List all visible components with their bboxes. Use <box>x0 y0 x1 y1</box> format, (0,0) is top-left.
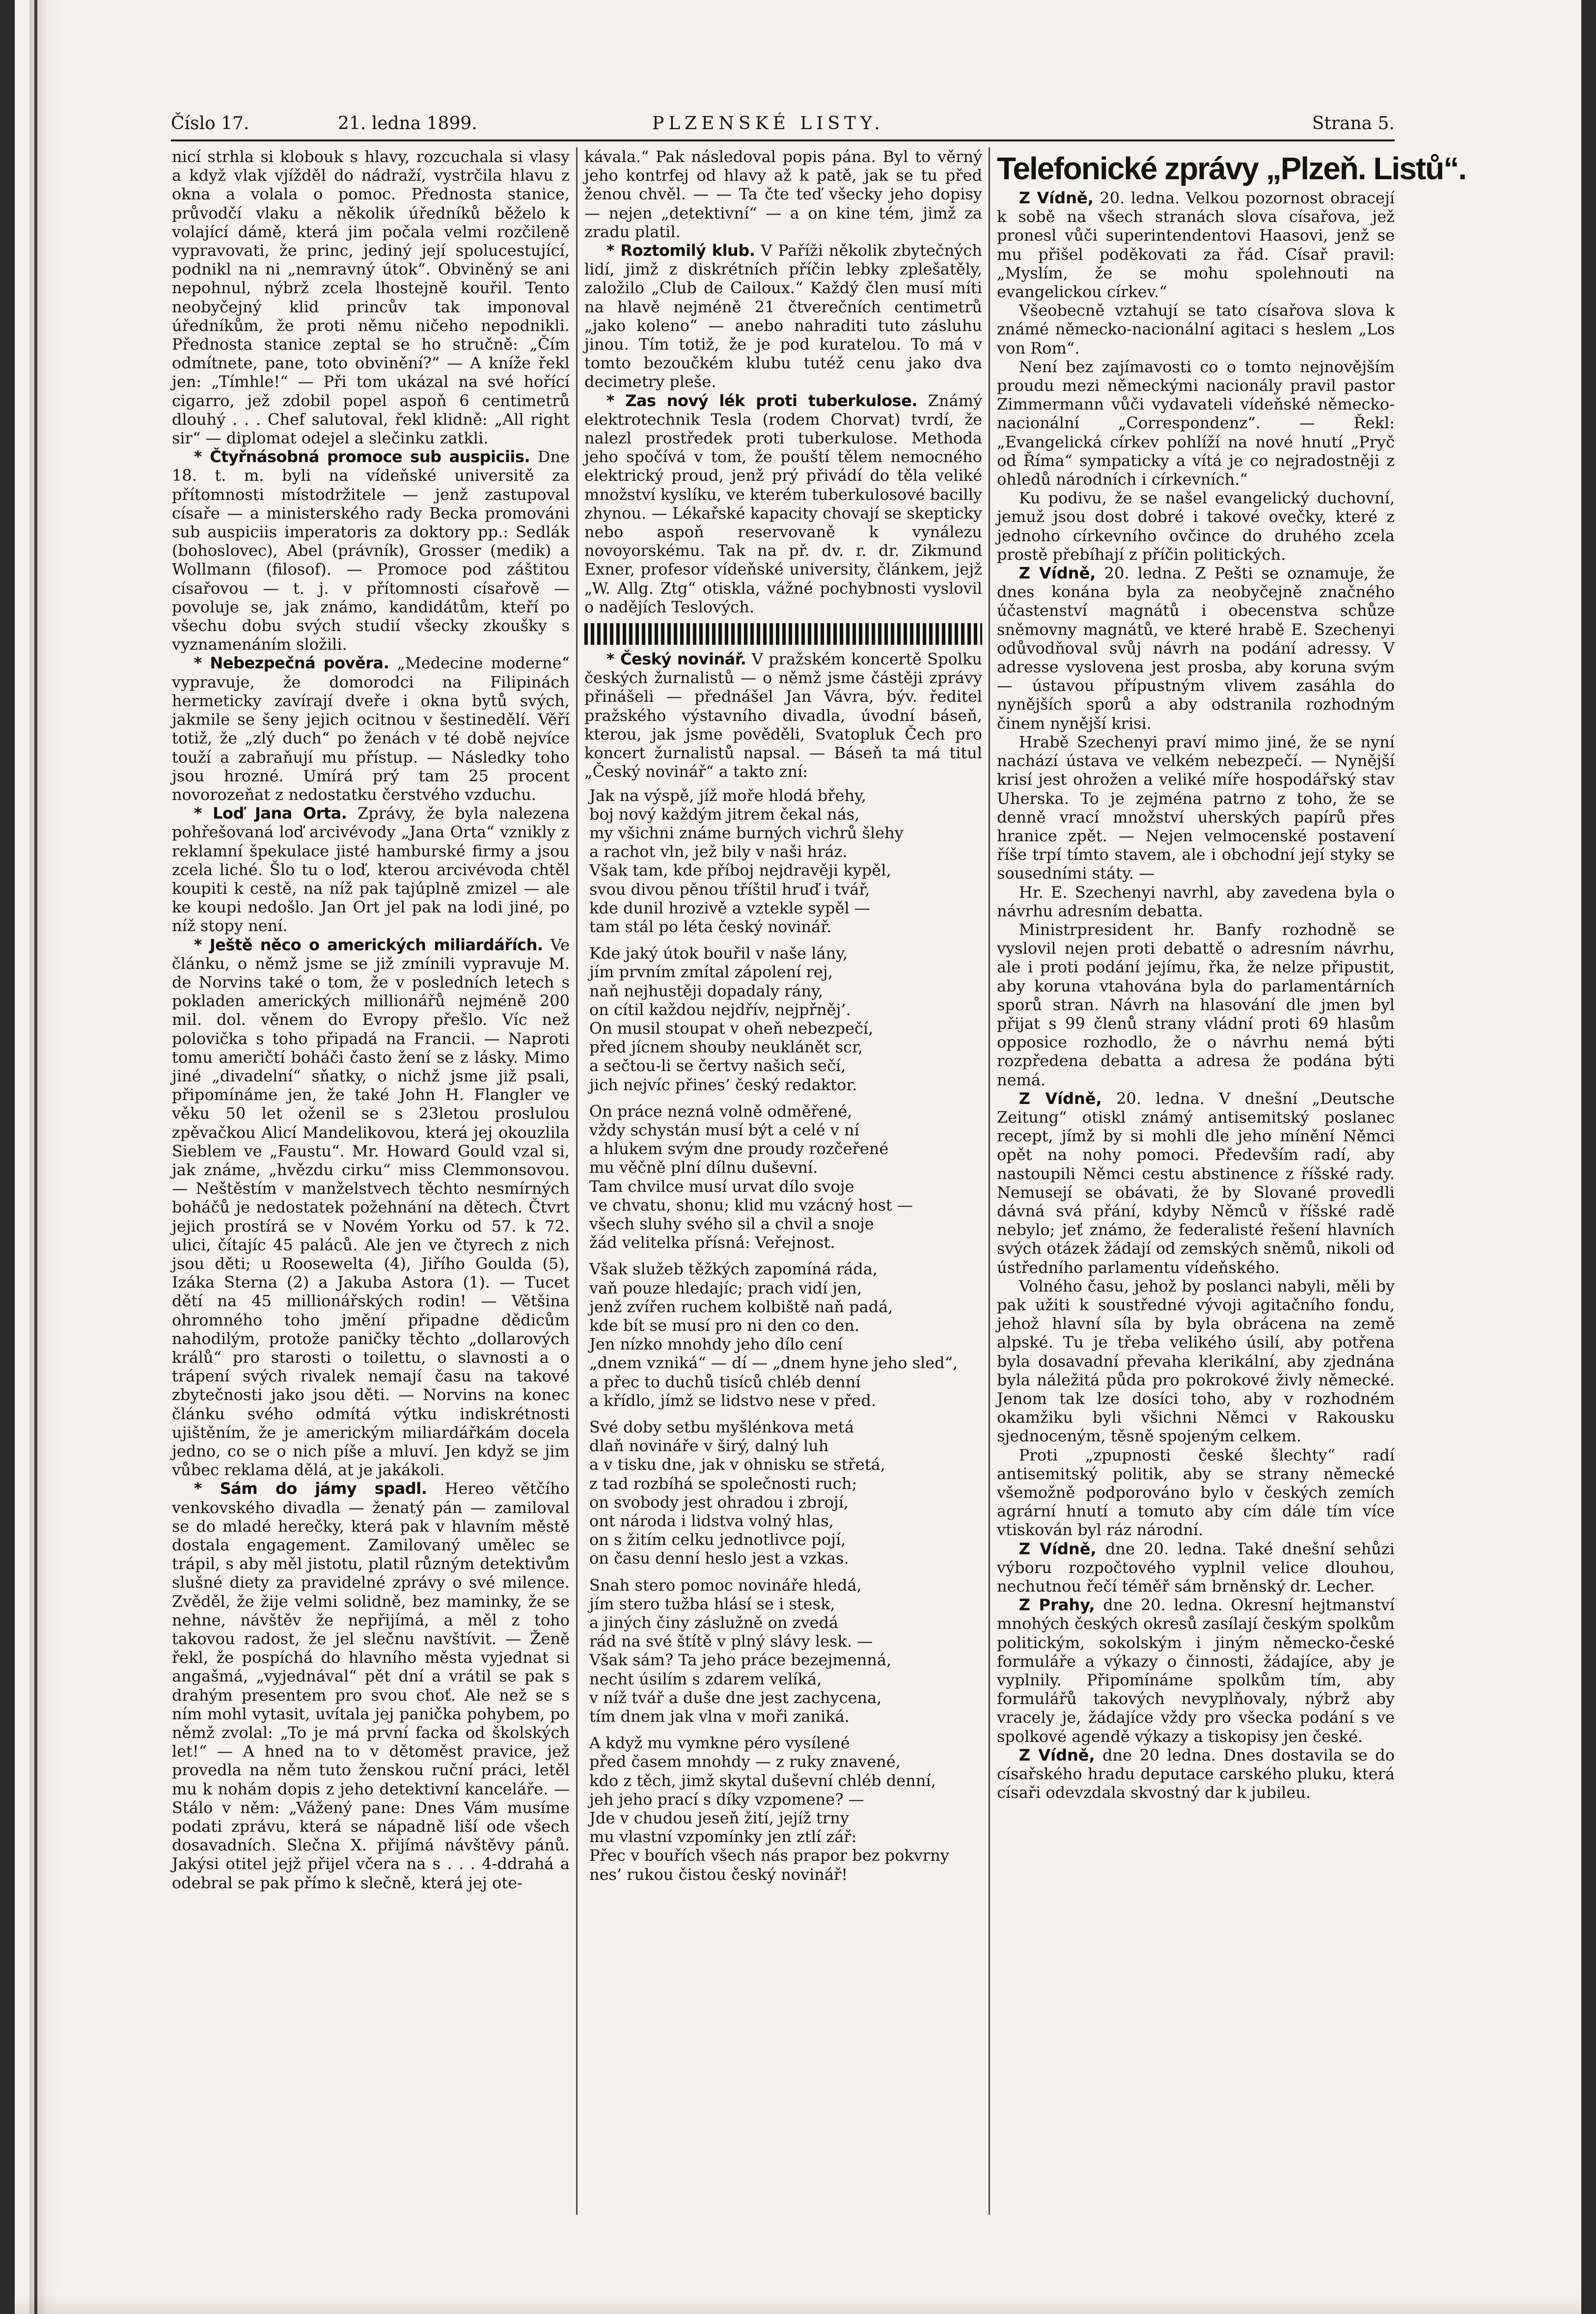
poem-line: Jde v chudou jeseň žití, jejíž trny <box>589 1809 849 1828</box>
poem-stanza <box>589 1734 982 1884</box>
poem-line: On práce nezná volně odměřené, <box>589 1102 853 1121</box>
article-heading: Z Vídně, <box>1018 1539 1097 1558</box>
section-separator-bar <box>584 623 982 645</box>
poem-line: a sečtou-li se čertvy našich sečí, <box>589 1056 846 1075</box>
poem-line: ve chvatu, shonu; klid mu vzácný host — <box>589 1195 913 1214</box>
article-text: V pražském koncertě Spolku českých žurnalistů — o němž jsme částěji zprávy přinášeli — přednášel Jan Vávra, býv. ředitel pražského výstavního divadla, úvodní báseň, kterou, jak jsme pověděli, Svatopluk Čech pro koncert žurnalistů napsal. — Báseň ta má titul „Český novinář“ a takto zní: <box>584 650 983 781</box>
article-heading: * Český novinář. <box>606 650 746 669</box>
article-paragraph <box>997 564 1395 733</box>
article-heading: Z Prahy, <box>1018 1596 1095 1615</box>
poem-line: Své doby setbu myšlénkova metá <box>589 1418 854 1436</box>
poem-line: mu vlastní vzpomínky jen ztlí zář: <box>589 1827 857 1846</box>
poem-line: Přec v bouřích všech nás prapor bez pokvrny <box>589 1846 949 1865</box>
poem-line: jenž zvířen ruchem kolbiště naň padá, <box>589 1297 893 1316</box>
poem-stanza <box>589 1102 982 1252</box>
poem-line: a křídlo, jímž se lidstvo nese v před. <box>589 1391 877 1410</box>
article-text: Proti „zpupnosti české šlechty“ radí antisemitský politik, aby se strany německé všemožně podporováno bylo v českých zemích agrární hnutí a tomuto aby cím dále tím více vtiskován byl ráz národní. <box>997 1445 1395 1540</box>
article-text: 20. ledna. V dnešní „Deutsche Zeitung“ otiskl známý antisemitský poslanec recept, jímž by si mohli dle jeho mínění Němci opět na nohy pomoci. Především radí, aby nastoupili Němci cestu abstinence z říšské rady. Nemusejí se obávati, že by Slované provedli dávná svá přání, kdyby Němců v říšské radě nebylo; jeť známo, že federalisté řešení hlavních svých otázek žádají od zemských sněmů, nikoli od ústředního parlamentu vídeňského. <box>997 1089 1395 1277</box>
poem-line: on času denní heslo jest a vzkas. <box>589 1549 849 1568</box>
article-heading: Z Vídně, <box>1018 564 1096 583</box>
column-1 <box>172 147 570 2215</box>
poem-line: vaň pouze hledajíc; prach vidí jen, <box>589 1278 862 1297</box>
poem-line: on svobody jest ohradou i zbrojí, <box>589 1492 849 1512</box>
article-heading: * Roztomilý klub. <box>606 241 755 260</box>
article-text: 20. ledna. Velkou pozornost obracejí k sobě na všech stranách slova císařova, jež pronesl vůči superintendentovi Haasovi, jenž se mu přišel poděkovati za řád. Císař pravil: „Myslím, že se mohu spolehnouti na evangelickou církev.“ <box>997 189 1395 302</box>
article-text: Dne 18. t. m. byli na vídeňské universitě za přítomnosti místodržitele — jenž zastupoval císaře — a ministerského rady Becka promováni sub auspiciis imperatoris za doktory pp.: Sedlák (bohoslovec), Abel (právník), Grosser (medik) a Wollmann (filosof). — Promoce pod záštitou císařovou — t. j. v přítomnosti císařově — povoluje se, jak známo, kandidátům, kteří po všechu dobu svých studií všecky zkoušky s vyznamenáním složili. <box>172 447 570 654</box>
poem-line: kdo z těch, jimž skytal duševní chléb denní, <box>589 1771 936 1790</box>
poem-line: naň nejhustěji dopadaly rány, <box>589 981 824 1000</box>
article-paragraph <box>997 1540 1395 1596</box>
article-paragraph <box>172 147 570 447</box>
poem-line: dlaň novináře v širý, dalný luh <box>589 1436 829 1456</box>
article-heading: Z Vídně, <box>1018 1745 1095 1764</box>
poem-line: a v tisku dne, jak v ohnisku se střetá, <box>589 1455 885 1474</box>
poem-line: a jiných činy záslužně on zvedá <box>589 1613 839 1632</box>
article-text: kávala.“ Pak následoval popis pána. Byl to věrný jeho kontrfej od hlavy až k patě, jak se tu před ženou chvěl. — — Ta čte teď všecky jeho dopisy — nejen „detektivní“ — a on kine tém, jimž za zradu platil. <box>584 147 982 241</box>
poem-line: a rachot vln, jež bily v naši hráz. <box>589 842 848 861</box>
page-edge-shadow <box>15 2294 1581 2314</box>
poem-line: Snah stero pomoc novináře hledá, <box>589 1575 862 1595</box>
article-paragraph <box>997 1089 1395 1277</box>
page-binding-edge <box>29 0 59 2314</box>
poem-line: z tad rozbíhá se společnosti ruch; <box>589 1474 857 1493</box>
poem-line: on s žitím celku jednotlivce pojí, <box>589 1530 846 1549</box>
article-text: dne 20. ledna. Okresní hejtmanství mnohých českých okresů zasílají českým spolkům politickým, sokolským i jiným německo-české formuláře a výkazy o činnosti, žádajíce, aby je vyplnily. Připomínáme spolkům tím, aby formulářů takových nevyplňovaly, nýbrž aby vracely je, žádajíce vždy pro všecka podání s ve spolkové agendě výkazy a tiskopisy jen české. <box>997 1596 1395 1746</box>
article-text: Ministrpresident hr. Banfy rozhodně se vyslovil nejen proti debattě o adresním návrhu, ale i proti podání jejímu, řka, že nelze připustit, aby koruna vtahována byla do parlamentárních sporů stran. Návrh na hlasování dle jmen byl přijat s 99 členů strany vládní proti 69 hlasům opposice rozhodlo, že o návrhu nemá býti rozpředena debatta a adresa že podána býti nemá. <box>997 920 1395 1089</box>
poem-line: On musil stoupat v oheň nebezpečí, <box>589 1019 874 1038</box>
poem-line: boj nový každým jitrem čekal nás, <box>589 804 860 824</box>
poem-line: necht úsilím s zdarem velíká, <box>589 1669 822 1688</box>
poem-line: jím prvním zmítal zápolení rej, <box>589 963 833 982</box>
article-paragraph <box>172 654 570 804</box>
column-2 <box>584 147 982 2215</box>
poem-line: před jícnem shouby neuklánět scr, <box>589 1038 863 1057</box>
article-heading: * Loď Jana Orta. <box>193 804 347 823</box>
column-rule <box>989 147 990 2215</box>
article-paragraph <box>997 189 1395 301</box>
article <box>584 650 982 781</box>
issue-date: 21. ledna 1899. <box>338 113 477 134</box>
article-paragraph <box>997 1446 1395 1540</box>
header-rule <box>171 139 1395 141</box>
article-text: Zprávy, že byla nalezena pohřešovaná loď arcivévody „Jana Orta“ vznikly z reklamní špekulace jisté hamburské firmy a jsou zcela liché. Šlo tu o loď, kterou arcivévoda chtěl koupiti k cestě, na níž pak tajúplně zmizel — ale ke koupi nedošlo. Jan Ort jel pak na lodi jiné, po níž stopy není. <box>172 804 570 936</box>
poem-line: kde dunil hrozivě a vztekle sypěl — <box>589 898 870 917</box>
article-paragraph <box>997 733 1395 883</box>
poem-line: on cítil každou nejdřív, nejpřněj’. <box>589 1000 851 1019</box>
article-heading: * Sám do jámy spadl. <box>193 1479 427 1498</box>
page-header <box>171 114 1395 134</box>
article-text: Volného času, jehož by poslanci nabyli, měli by pak užiti k soustředné vývoji agitačního fondu, jehož hlavní síla by byla obrácena na země alpské. Tu je třeba velikého úsilí, aby potřena byla dosavadní převaha klerikální, aby zjednána byla náležitá půda pro pokrokové živly německé. Jenom tak lze dosíci toho, aby v rozhodném okamžiku byli všichni Němci v Rakousku sjednoceným, těsně spojeným celkem. <box>997 1276 1395 1446</box>
poem-line: Jak na výspě, jíž moře hlodá břehy, <box>589 786 867 805</box>
article-heading: * Nebezpečná pověra. <box>193 654 389 673</box>
poem-line: a přec to duchů tisíců chléb denní <box>589 1372 861 1391</box>
article-paragraph <box>584 391 982 616</box>
article-text: Hr. E. Szechenyi navrhl, aby zavedena byla o návrhu adresním debatta. <box>997 882 1395 920</box>
poem-line: Však sám? Ta jeho práce bezejmenná, <box>589 1651 892 1670</box>
poem-line: rád na své štítě v plný slávy lesk. — <box>589 1632 873 1651</box>
article-text: Hrabě Szechenyi praví mimo jiné, že se nyní nachází ústava ve velkém nebezpečí. — Nynější krisí jest ohrožen a veliké míře hospodářský stav Uherska. To je zejména patrno z toho, že se denně vrací množství uherských papírů přes hranice zpět. — Nejen velmocenské postavení říše trpí tímto stavem, ale i obchodní její styky se sousedními státy. — <box>997 732 1395 883</box>
article-paragraph <box>997 883 1395 920</box>
article-heading: * Zas nový lék proti tuberkulose. <box>606 391 917 410</box>
telephone-reports <box>997 189 1395 1802</box>
poem-line: A když mu vymkne péro vysílené <box>589 1734 850 1753</box>
poem-line: vždy schystán musí být a celé v ní <box>589 1120 859 1139</box>
newspaper-page <box>15 0 1581 2314</box>
article-text: Není bez zajímavosti co o tomto nejnovějším proudu mezi německými nacionály pravil pastor Zimmermann vůči vydavateli vídeňské německo-nacionální „Correspondenz“. — Řekl: „Evangelická církev pohlíží na nové hnutí „Pryč od Říma“ sympaticky a vítá je co nejradostněji z ohledů národních i církevních.“ <box>997 357 1395 489</box>
poem-line: všech sluhy svého sil a chvil a snoje <box>589 1214 874 1233</box>
article-paragraph <box>997 1277 1395 1446</box>
article-text: dne 20 ledna. Dnes dostavila se do císařského hradu deputace carského pluku, která císaři odevzdala skvostný dar k jubileu. <box>997 1745 1395 1802</box>
article-paragraph <box>172 936 570 1480</box>
newspaper-title: PLZENSKÉ LISTY. <box>652 113 884 134</box>
poem-line: v níž tvář a duše dne jest zachycena, <box>589 1688 882 1707</box>
article-paragraph <box>172 804 570 935</box>
poem-line: Však tam, kde příboj nejdravěji kypěl, <box>589 861 891 880</box>
article-text: Ve článku, o němž jsme se již zmínili vypravuje M. de Norvins také o tom, že v posledních letech s pokladen amerických millionářů nejméně 200 mil. dol. věnem do Evropy přešlo. Víc než polovička s toho připadá na Francii. — Naproti tomu američtí boháči často žení se z lásky. Mimo jiné „divadelní“ sňatky, o nichž jsme již psali, připomínáme jen, že také John H. Flangler ve věku 50 let oženil se s 23letou proslulou zpěvačkou Alicí Mandelikovou, která jej okouzlila Sieblem ve „Faustu“. Mr. Howard Gould vzal si, jak známe, „hvězdu cirku“ miss Clemmonsovou. — Neštěstím v manželstvech těchto nesmírných boháčů je nedostatek požehnání na dětech. Čtvrt jejich prostírá se v Novém Yorku od 57. k 72. ulici, čítajíc 45 paláců. Ale jen ve čtyrech z nich jsou děti; u Roosewelta (4), Jiřího Goulda (5), Izáka Sterna (2) a Jakuba Astora (1). — Tucet dětí na 45 millionářských rodin! — Většina ohromného toho jmění připadne dědicům nahodilým, protože paničky těchto „dollarových králů“ pro starosti o toilettu, o slavnosti a o trápení svých rivalek nemají času na takové zbytečnosti jako jsou děti. — Norvins na konec článku svého odmítá výtku indiskrétnosti ujištěním, že je americkým miliardářkám docela jedno, co se o nich píše a mluví. Jen když se jim vůbec reklama dělá, at je jakákoli. <box>172 935 570 1480</box>
column-3 <box>997 147 1466 2215</box>
poem-line: tam stál po léta český novinář. <box>589 917 832 936</box>
article-text: Známý elektrotechnik Tesla (rodem Chorvat) tvrdí, že nalezl prostředek proti tuberkulose. Methoda jeho spočívá v tom, že pouští tělem nemocného elektrický proud, jenž prý přivádí do těla veliké množství kyslíku, ve kterém tuberkulosové bacilly zhynou. — Lékařské kapacity chovají se skepticky nebo aspoň reservovaně k vynálezu novoyorskému. Tak na př. dv. r. dr. Zikmund Exner, profesor vídeňské university, článkem, jejž „W. Allg. Ztg“ otiskla, vážné pochybnosti vyslovil o nadějích Teslových. <box>584 391 983 616</box>
article-paragraph <box>997 920 1395 1089</box>
poem-stanza <box>589 1260 982 1410</box>
article-text: dne 20. ledna. Také dnešní sehůzi výboru rozpočtového vyplnil velice dlouhou, nechutnou řečí téměř sám brněnský dr. Lecher. <box>997 1539 1395 1596</box>
article-text: „Medecine moderne“ vypravuje, že domorodci na Filipinách hermeticky zavírají dveře i okna bytů svých, jakmile se šeny jejich ocitnou v šestinedělí. Věří totiž, že „zlý duch“ po ženách v té době nejvíce touží a zabraňují mu přístup. — Následky toho jsou hrozné. Umírá prý tam 25 procent novorozeňat z nedostatku čerstvého vzduchu. <box>172 654 570 804</box>
article-paragraph <box>172 1479 570 1892</box>
binding-rule <box>34 0 37 2314</box>
poem-line: a hlukem svým dne proudy rozčeřené <box>589 1139 889 1158</box>
poem-stanza <box>589 786 982 937</box>
poem-line: my všichni známe burných vichrů šlehy <box>589 823 904 842</box>
issue-number: Číslo 17. <box>171 113 249 134</box>
article-heading: * Ještě něco o amerických miliardářích. <box>193 935 543 954</box>
article-heading: * Čtyřnásobná promoce sub auspiciis. <box>193 447 530 467</box>
poem-line: tím dnem jak vlna v moři zaniká. <box>589 1707 850 1726</box>
poem-line: Kde jaký útok bouřil v naše lány, <box>589 944 848 963</box>
poem-line: nes’ rukou čistou český novinář! <box>589 1865 848 1884</box>
poem-stanza <box>589 1418 982 1568</box>
article-text: Všeobecně vztahují se tato císařova slova k známé německo-nacionální agitaci s heslem „Los von Rom“. <box>997 301 1395 358</box>
article-paragraph <box>584 241 982 391</box>
article-heading: Z Vídně, <box>1018 1089 1102 1108</box>
poem-line: mu věčně plní dílnu duševní. <box>589 1158 818 1177</box>
article-paragraph <box>172 447 570 654</box>
article-heading: Z Vídně, <box>1018 189 1094 207</box>
column-2-articles <box>584 147 982 616</box>
article-paragraph <box>584 147 982 241</box>
poem-line: před časem mnohdy — z ruky znavené, <box>589 1752 901 1771</box>
column-rule <box>576 147 578 2215</box>
poem-line: žád velitelka přísná: Veřejnost. <box>589 1233 835 1252</box>
article-text: nicí strhla si klobouk s hlavy, rozcuchala si vlasy a když vlak vjížděl do nádraží, vystrčila hlavu z okna a volala o pomoc. Přednosta stanice, průvodčí vlaku a několik úředníků běželo k volající dámě, která jim počala velmi rozčileně vypravovati, že princ, jediný její spolucestující, podnikl na ni „nemravný útok“. Obviněný se ani nepohnul, nýbrž zcela lhostejně kouřil. Tento neobyčejný klid princův tak imponoval úředníkům, že proti němu ničeho nepodnikli. Přednosta stanice zeptal se ho stručně: „Čím odmítnete, pane, toto obvinění?“ — A kníže řekl jen: „Tímhle!“ — Při tom ukázal na své hořící cigarro, jež zdobil popel aspoň 6 centimetrů dlouhý . . . Chef salutoval, řekl klidně: „All right sir“ — diplomat odejel a slečinku zatkli. <box>172 147 570 448</box>
poem-line: svou divou pěnou tříštil hruď i tvář, <box>589 880 870 899</box>
article-paragraph <box>997 301 1395 358</box>
poem-line: Však služeb těžkých zapomíná ráda, <box>589 1260 878 1279</box>
poem-stanza <box>589 1576 982 1726</box>
article-paragraph <box>997 358 1395 489</box>
article-paragraph <box>997 1596 1395 1746</box>
page-number: Strana 5. <box>1312 113 1395 134</box>
article-text: Ku podivu, že se našel evangelický duchovní, jemuž jsou dost dobré i takové ovečky, které z jednoho církevního ovčince do druhého zcela prostě přebíhají z příčin politických. <box>997 489 1395 564</box>
article-text: Hereo větčího venkovského divadla — ženatý pán — zamiloval se do mladé herečky, která pak v hlavním městě dostala engagement. Zamilovaný umělec se trápil, s aby měl jistotu, platil různým detektivům slušné diety za pravidelné zprávy o své milence. Zvěděl, že žije velmi solidně, bez maminky, že se nehne, návštěv že nepřijímá, a měl z toho takovou radost, že jel slečnu navštívit. — Ženě řekl, že pospíchá do hlavního města vyjednat si angašmá, „vyjednával“ pět dní a vrátil se pak s drahým presentem pro svou choť. Ale než se s ním mohl vytasit, uvítala jej panička pohybem, po němž zvolal: „To je má první facka od školských let!“ — A hned na to v dětoměst pravice, jež provedla na něm tuto ženskou ruční práci, letěl mu k nohám dopis z jeho detektivní kanceláře. — Stálo v něm: „Vážený pane: Dnes Vám musíme podati zprávu, která se nápadně liší ode všech dosavadních. Slečna X. přijímá návštěvy pánů. Jakýsi otitel jejž přijel včera na s . . . 4-ddrahá a odebral se pak přímo k slečně, která jej ote- <box>172 1479 570 1892</box>
article-text: V Paříži několik zbytečných lidí, jimž z diskrétních příčin lebky zplešatěly, založilo „Club de Cailoux.“ Každý člen musí míti na hlavě nejméně 21 čtverečních centimetrů „jako koleno“ — anebo nahraditi tuto zásluhu jinou. Tím totiž, že je pod kuratelou. To má v tomto bezoučkém klubu tutéž cenu jako dva decimetry pleše. <box>584 241 983 391</box>
article-paragraph <box>997 1746 1395 1802</box>
poem-line: Tam chvilce musí urvat dílo svoje <box>589 1177 854 1196</box>
poem-line: „dnem vzniká“ — dí — „dnem hyne jeho sled“, <box>589 1353 958 1373</box>
section-title: Telefonické zprávy „Plzeň. Listů“. <box>997 151 1466 186</box>
poem-line: jeh jeho prací s díky vzpomene? — <box>589 1790 864 1809</box>
article-paragraph <box>997 489 1395 564</box>
poem-line: jich nejvíc přines’ český redaktor. <box>589 1075 857 1094</box>
poem <box>589 786 982 1884</box>
poem-line: jím stero tužba hlásí se i stesk, <box>589 1594 835 1613</box>
poem-stanza <box>589 944 982 1094</box>
article-text: 20. ledna. Z Pešti se oznamuje, že dnes konána byla za neobyčejně značného účastenství magnátů i obecenstva schůze sněmovny magnátů, ve které hrabě E. Szechenyi odůvodňoval svůj návrh na podání adressy. V adresse vyslovena jest prosba, aby koruna svým — ústavou přípustným vlivem zasáhla do nynějších sporů a aby odstranila rozhodným činem nynější krisi. <box>997 564 1395 733</box>
poem-line: ont národa i lidstva volný hlas, <box>589 1512 834 1531</box>
poem-line: Jen nízko mnohdy jeho dílo cení <box>589 1335 843 1354</box>
poem-line: kde bít se musí pro ni den co den. <box>589 1316 860 1335</box>
